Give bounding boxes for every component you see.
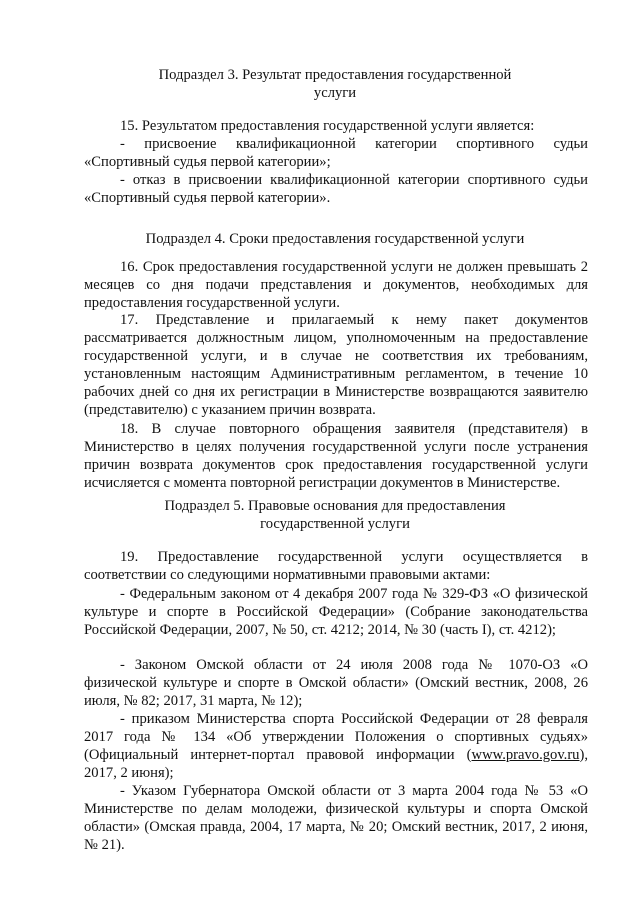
paragraph-16: 16. Срок предоставления государственной услуги не должен превышать 2 месяцев со дня подачи представления и документов, необходимых для предоставления государственной услуги. xyxy=(84,259,588,311)
subsection-3-title-line-2: услуги xyxy=(313,85,357,101)
paragraph-19-intro: 19. Предоставление государственной услуги осуществляется в соответствии со следующими нормативными правовыми актами: xyxy=(84,549,588,583)
paragraph-19-item-1: - Федеральным законом от 4 декабря 2007 года № 329-ФЗ «О физической культуре и спорте в Российской Федерации» (Собрание законодательства Российской Федерации, 2007, № 50, ст. 4212; 2014, № 30 (часть I), ст. 4212); xyxy=(84,586,588,638)
subsection-5-title-line-1: Подраздел 5. Правовые основания для предоставления xyxy=(164,498,506,514)
paragraph-19-item-3-text-after: ), 2017, 2 июня); xyxy=(84,747,588,781)
paragraph-15-intro: 15. Результатом предоставления государственной услуги является: xyxy=(120,118,535,134)
subsection-4-title xyxy=(120,230,550,248)
pravo-gov-link[interactable]: www.pravo.gov.ru xyxy=(471,747,580,763)
subsection-3-title-line-1: Подраздел 3. Результат предоставления государственной xyxy=(158,67,512,83)
paragraph-17: 17. Представление и прилагаемый к нему пакет документов рассматривается должностным лицом, уполномоченным на предоставление государственной услуги, и в случае не соответствия их требованиям, установленным настоящим Административным регламентом, в течение 10 рабочих дней со дня их регистрации в Министерстве возвращаются заявителю (представителю) с указанием причин возврата. xyxy=(84,312,588,418)
paragraph-18: 18. В случае повторного обращения заявителя (представителя) в Министерство в целях получения государственной услуги после устранения причин возврата документов срок предоставления государственной услуги исчисляется с момента повторной регистрации документов в Министерстве. xyxy=(84,421,588,491)
subsection-3-title xyxy=(120,66,550,102)
paragraph-15-item-1: - присвоение квалификационной категории спортивного судьи «Спортивный судья первой категории»; xyxy=(84,136,588,170)
paragraph-19-item-3-text-before: - приказом Министерства спорта Российской Федерации от 28 февраля 2017 года № 134 «Об утверждении Положения о спортивных судьях» (Официальный интернет-портал правовой информации ( xyxy=(84,711,588,763)
subsection-5-title xyxy=(120,497,550,533)
subsection-4-title-text: Подраздел 4. Сроки предоставления государственной услуги xyxy=(145,231,525,247)
paragraph-19-item-3 xyxy=(84,710,588,782)
paragraph-19-item-4: - Указом Губернатора Омской области от 3 марта 2004 года № 53 «О Министерстве по делам молодежи, физической культуры и спорта Омской области» (Омская правда, 2004, 17 марта, № 20; Омский вестник, 2017, 2 июня, № 21). xyxy=(84,783,588,853)
paragraph-19-item-2: - Законом Омской области от 24 июля 2008 года № 1070-ОЗ «О физической культуре и спорте в Омской области» (Омский вестник, 2008, 26 июля, № 82; 2017, 31 марта, № 12); xyxy=(84,657,588,709)
subsection-5-title-line-2: государственной услуги xyxy=(260,516,410,532)
paragraph-15-item-2: - отказ в присвоении квалификационной категории спортивного судьи «Спортивный судья первой категории». xyxy=(84,172,588,206)
